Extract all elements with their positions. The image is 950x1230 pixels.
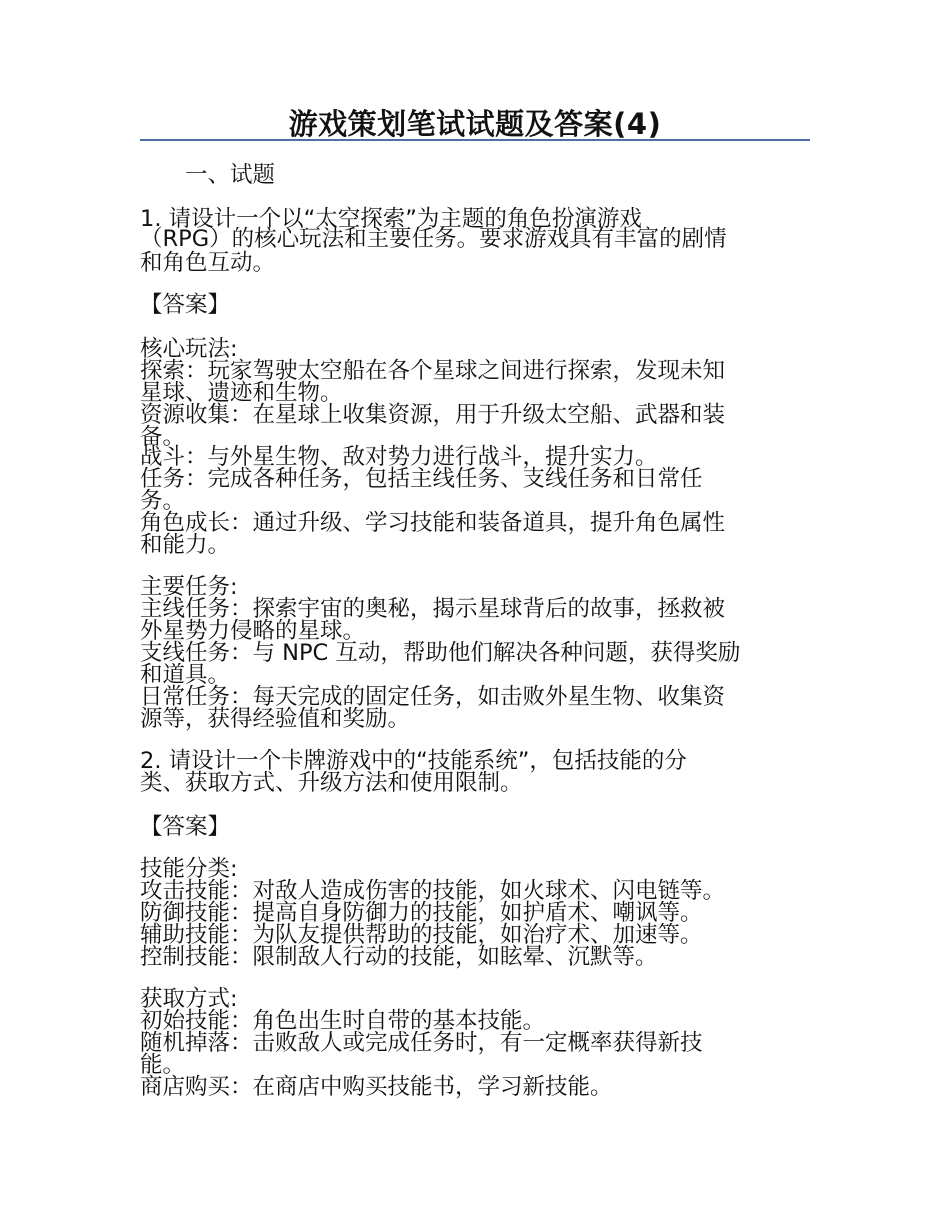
question-2-line-2: 类、获取方式、升级方法和使用限制。 [140, 770, 523, 796]
side-quest-line-1: 支线任务：与 NPC 互动，帮助他们解决各种问题，获得奖励 [140, 640, 741, 666]
attack-skill-line: 攻击技能：对敌人造成伤害的技能，如火球术、闪电链等。 [140, 878, 726, 904]
question-1-line-1: 1. 请设计一个以“太空探索”为主题的角色扮演游戏 [140, 206, 642, 232]
core-quest-line-1: 任务：完成各种任务，包括主线任务、支线任务和日常任 [140, 466, 703, 492]
document-title: 游戏策划笔试试题及答案(4) [288, 107, 662, 141]
question-1-line-3: 和角色互动。 [140, 250, 276, 276]
mainline-quest-line-1: 主线任务：探索宇宙的奥秘，揭示星球背后的故事，拯救被 [140, 596, 726, 622]
support-skill-line: 辅助技能：为队友提供帮助的技能，如治疗术、加速等。 [140, 922, 703, 948]
section-heading: 一、试题 [185, 162, 276, 188]
main-quests-heading: 主要任务: [140, 574, 238, 600]
random-drop-line-2: 能。 [140, 1052, 186, 1078]
core-growth-line-2: 和能力。 [140, 532, 231, 558]
answer-label-1: 【答案】 [140, 292, 231, 318]
acquisition-heading: 获取方式: [140, 986, 238, 1012]
defense-skill-line: 防御技能：提高自身防御力的技能，如护盾术、嘲讽等。 [140, 900, 703, 926]
skill-categories-heading: 技能分类: [140, 856, 238, 882]
core-quest-line-2: 务。 [140, 488, 186, 514]
question-1-line-2: （RPG）的核心玩法和主要任务。要求游戏具有丰富的剧情 [140, 226, 727, 252]
shop-purchase-line: 商店购买：在商店中购买技能书，学习新技能。 [140, 1074, 613, 1100]
core-explore-line-1: 探索：玩家驾驶太空船在各个星球之间进行探索，发现未知 [140, 358, 726, 384]
core-explore-line-2: 星球、遗迹和生物。 [140, 380, 343, 406]
answer-label-2: 【答案】 [140, 814, 231, 840]
core-resource-line-1: 资源收集：在星球上收集资源，用于升级太空船、武器和装 [140, 402, 726, 428]
initial-skill-line: 初始技能：角色出生时自带的基本技能。 [140, 1008, 546, 1034]
random-drop-line-1: 随机掉落：击败敌人或完成任务时，有一定概率获得新技 [140, 1030, 703, 1056]
mainline-quest-line-2: 外星势力侵略的星球。 [140, 618, 366, 644]
title-underline [140, 139, 810, 141]
core-resource-line-2: 备。 [140, 424, 186, 450]
control-skill-line: 控制技能：限制敌人行动的技能，如眩晕、沉默等。 [140, 944, 658, 970]
question-2-line-1: 2. 请设计一个卡牌游戏中的“技能系统”，包括技能的分 [140, 748, 687, 774]
side-quest-line-2: 和道具。 [140, 662, 231, 688]
daily-quest-line-2: 源等，获得经验值和奖励。 [140, 706, 411, 732]
core-gameplay-heading: 核心玩法: [140, 336, 238, 362]
core-combat-line: 战斗：与外星生物、敌对势力进行战斗，提升实力。 [140, 444, 658, 470]
core-growth-line-1: 角色成长：通过升级、学习技能和装备道具，提升角色属性 [140, 510, 726, 536]
daily-quest-line-1: 日常任务：每天完成的固定任务，如击败外星生物、收集资 [140, 684, 726, 710]
